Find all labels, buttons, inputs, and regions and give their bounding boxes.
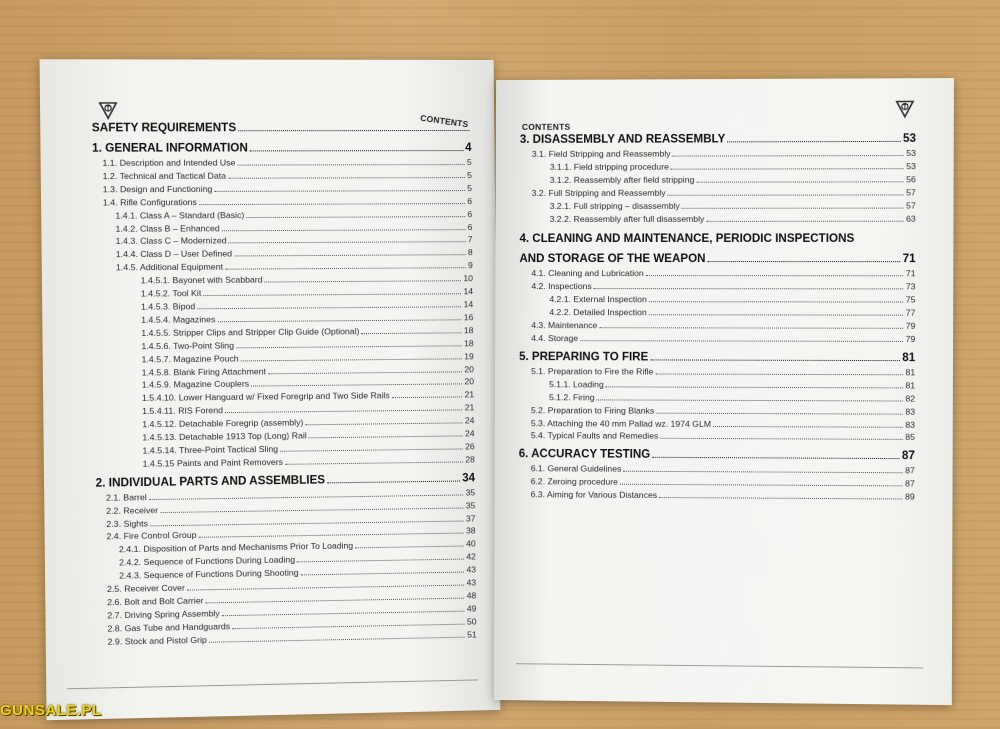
- dot-leader: [580, 340, 903, 342]
- dot-leader: [268, 371, 462, 374]
- toc-entry: [519, 349, 915, 366]
- toc-entry: [519, 306, 915, 320]
- toc-entry-title: 2.7. Driving Spring Assembly: [107, 608, 220, 621]
- toc-entry-title: 1.4.5.3. Bipod: [140, 301, 196, 312]
- left-page: [40, 59, 501, 720]
- dot-leader: [668, 194, 904, 195]
- contents-header: CONTENTS: [521, 121, 571, 132]
- toc-entry-title: 2.4. Fire Control Group: [106, 530, 197, 542]
- toc-entry-page: 21: [464, 389, 475, 400]
- dot-leader: [197, 306, 461, 309]
- dot-leader: [238, 164, 465, 166]
- toc-entry: [519, 251, 915, 267]
- toc-entry-title: 2.8. Gas Tube and Handguards: [107, 620, 231, 634]
- toc-entry-page: 5: [466, 157, 472, 168]
- toc-entry-page: 48: [466, 590, 477, 601]
- toc-entry-page: 16: [463, 312, 474, 323]
- toc-entry-title: 4.2. Inspections: [531, 281, 592, 292]
- toc-entry-title: 1.4. Rifle Configurations: [102, 196, 197, 208]
- dot-leader: [229, 242, 466, 244]
- dot-leader: [650, 359, 900, 361]
- dot-leader: [241, 358, 462, 361]
- toc-entry-title: 5. PREPARING TO FIRE: [519, 350, 649, 364]
- dot-leader: [646, 276, 904, 277]
- dot-leader: [309, 435, 463, 438]
- toc-entry-page: 50: [466, 616, 477, 627]
- toc-entry-title: 2.5. Receiver Cover: [106, 582, 185, 595]
- dot-leader: [280, 448, 463, 451]
- dot-leader: [234, 255, 466, 257]
- toc-entry-page: 5: [466, 169, 472, 180]
- right-page: [494, 78, 954, 705]
- dot-leader: [655, 373, 903, 375]
- dot-leader: [594, 288, 904, 289]
- toc-entry-title: 1.4.2. Class B – Enhanced: [115, 222, 220, 234]
- toc-entry-title: SAFETY REQUIREMENTS: [91, 122, 237, 135]
- contents-header: CONTENTS: [419, 112, 469, 130]
- toc-entry-title: 4.2.2. Detailed Inspection: [549, 307, 647, 318]
- toc-entry-title: 1.1. Description and Intended Use: [102, 157, 236, 168]
- toc-entry-title: 2. INDIVIDUAL PARTS AND ASSEMBLIES: [95, 474, 326, 490]
- dot-leader: [301, 572, 465, 576]
- toc-entry: [519, 430, 915, 445]
- dot-leader: [355, 546, 464, 549]
- toc-entry-page: 53: [906, 147, 916, 159]
- toc-entry-page: 24: [464, 415, 475, 426]
- toc-entry-page: 20: [464, 363, 474, 374]
- toc-entry-title: 5.3. Attaching the 40 mm Pallad wz. 1974 GLM: [530, 417, 712, 429]
- toc-entry-page: 71: [902, 253, 916, 266]
- dot-leader: [214, 190, 465, 192]
- toc-entry-page: 43: [466, 577, 477, 588]
- toc-entry-title: 2.6. Bolt and Bolt Carrier: [107, 595, 204, 608]
- toc-entry-title: 1.5.4.10. Lower Hanguard w/ Fixed Foregrip and Two Side Rails: [141, 390, 390, 404]
- toc-entry-page: 10: [463, 273, 473, 284]
- toc-entry-title: 6.2. Zeroing procedure: [530, 476, 618, 487]
- toc-entry-page: 87: [901, 450, 915, 463]
- toc-entry-title: 6.3. Aiming for Various Distances: [530, 489, 658, 501]
- toc-entry-title: 5.2. Preparation to Firing Blanks: [530, 404, 655, 416]
- toc-entry: [519, 365, 915, 379]
- footer-line: [516, 663, 923, 668]
- dot-leader: [222, 229, 466, 231]
- dot-leader: [246, 216, 465, 218]
- toc-entry-page: 14: [463, 299, 474, 310]
- toc-entry-page: 5: [467, 182, 472, 193]
- toc-entry-title: 1.4.5. Additional Equipment: [115, 261, 224, 273]
- toc-entry-page: 56: [906, 174, 916, 185]
- toc-entry-page: 51: [466, 629, 477, 640]
- dot-leader: [597, 399, 904, 401]
- toc-entry: [520, 147, 916, 161]
- toc-entry-page: 49: [466, 603, 477, 614]
- dot-leader: [199, 203, 465, 205]
- dot-leader: [228, 177, 465, 179]
- toc-entry-page: 53: [902, 132, 917, 145]
- toc-entry-page: 83: [905, 406, 916, 417]
- toc-entry-page: 81: [905, 367, 916, 378]
- toc-entry-title: 4.1. Cleaning and Lubrication: [531, 268, 644, 279]
- toc-entry-page: 9: [467, 260, 473, 271]
- toc-entry-page: 6: [467, 195, 473, 206]
- toc-entry-page: 79: [905, 320, 916, 331]
- toc-entry: [519, 231, 915, 247]
- toc-entry-page: 87: [905, 465, 915, 476]
- toc-entry-title: 2.1. Barrel: [105, 491, 147, 503]
- toc-entry: [520, 173, 916, 187]
- toc-entry-title: 1.4.5.4. Magazines: [141, 314, 216, 325]
- toc-entry-title: 3.1. Field Stripping and Reassembly: [531, 148, 671, 159]
- toc-entry-title: 4. CLEANING AND MAINTENANCE, PERIODIC INSPECTIONS: [519, 233, 855, 246]
- dot-leader: [199, 533, 464, 538]
- toc-entry-title: 3. DISASSEMBLY AND REASSEMBLY: [519, 133, 726, 146]
- dot-leader: [392, 397, 463, 399]
- toc-entry-title: 1.4.5.15 Paints and Paint Removers: [142, 456, 284, 469]
- toc-entry-page: 57: [906, 187, 916, 198]
- toc-entry-title: 1. GENERAL INFORMATION: [91, 142, 248, 155]
- toc-entry-page: 82: [905, 393, 916, 404]
- toc-entry-page: 73: [905, 281, 916, 292]
- toc-entry-title: 1.4.5.14. Three-Point Tactical Sling: [142, 443, 279, 456]
- dot-leader: [305, 423, 462, 426]
- toc-entry-page: 53: [906, 160, 916, 172]
- dot-leader: [623, 471, 903, 474]
- dot-leader: [599, 327, 903, 329]
- toc-entry-page: 18: [463, 324, 474, 336]
- dot-leader: [285, 461, 463, 464]
- dot-leader: [713, 425, 903, 427]
- dot-leader: [225, 410, 463, 414]
- toc-entry-title: 3.1.1. Field stripping procedure: [549, 161, 669, 172]
- toc-entry-title: 1.4.5.6. Two-Point Sling: [141, 339, 235, 351]
- toc-entry-page: 77: [905, 307, 916, 318]
- dot-leader: [606, 386, 904, 388]
- dot-leader: [265, 280, 462, 282]
- dot-leader: [217, 319, 461, 322]
- toc-entry-page: 81: [902, 351, 916, 365]
- toc-entry-title: 1.4.5.12. Detachable Foregrip (assembly): [142, 417, 304, 430]
- toc-entry-page: 6: [467, 208, 473, 219]
- toc-entry: [520, 131, 916, 148]
- toc-entry-page: 42: [466, 551, 476, 562]
- toc-entry-title: 2.4.1. Disposition of Parts and Mechanisms Prior To Loading: [118, 540, 354, 555]
- toc-entry-title: 5.1. Preparation to Fire the Rifle: [531, 365, 654, 377]
- toc-entry-title: 6.1. General Guidelines: [530, 463, 622, 475]
- toc-entry: [92, 140, 472, 157]
- toc-entry-page: 71: [905, 268, 916, 279]
- toc-entry: [520, 186, 916, 200]
- toc-entry-title: 5.4. Typical Faults and Remedies: [530, 430, 659, 442]
- toc-entry-title: 2.2. Receiver: [106, 504, 159, 516]
- toc-entry: [92, 169, 472, 183]
- toc-entry-page: 18: [463, 337, 474, 348]
- toc-entry-page: 21: [464, 402, 475, 413]
- dot-leader: [659, 497, 903, 500]
- toc-entry-page: 26: [465, 441, 475, 452]
- toc-entry-title: 1.4.5.8. Blank Firing Attachment: [141, 365, 267, 378]
- dot-leader: [671, 168, 904, 169]
- toc-entry-page: 81: [905, 380, 916, 391]
- toc-entry: [519, 267, 915, 280]
- toc-entry: [520, 212, 916, 225]
- toc-entry-page: 37: [465, 512, 476, 524]
- dot-leader: [708, 261, 901, 262]
- toc-entry-page: 14: [463, 286, 474, 297]
- toc-entry-title: 1.4.5.13. Detachable 1913 Top (Long) Rail: [142, 430, 307, 443]
- toc-entry-title: AND STORAGE OF THE WEAPON: [519, 253, 706, 266]
- toc-entry: [520, 199, 916, 212]
- dot-leader: [251, 384, 462, 387]
- toc-entry-title: 1.3. Design and Functioning: [102, 183, 213, 195]
- toc-entry: [519, 280, 915, 293]
- toc-entry-title: 3.2. Full Stripping and Reassembly: [531, 187, 666, 198]
- toc-entry-page: 43: [466, 564, 476, 575]
- dot-leader: [652, 457, 899, 459]
- toc-entry-title: 1.5.4.11. RIS Forend: [142, 405, 224, 417]
- toc-entry-page: 57: [905, 200, 916, 211]
- toc-entry: [519, 488, 915, 503]
- toc-entry: [519, 319, 915, 333]
- toc-entry-title: 1.4.5.1. Bayonet with Scabbard: [140, 274, 263, 286]
- toc-entry-page: 28: [465, 454, 475, 465]
- toc-entry-title: 1.2. Technical and Tactical Data: [102, 170, 227, 182]
- toc-entry-title: 1.4.5.5. Stripper Clips and Stripper Clip Guide (Optional): [141, 325, 360, 338]
- toc-entry-page: 63: [905, 213, 916, 224]
- toc-entry-page: 6: [467, 221, 473, 232]
- toc-entry-page: 34: [462, 472, 476, 485]
- dot-leader: [297, 559, 464, 563]
- toc-entry-title: 2.4.2. Sequence of Functions During Loading: [118, 554, 296, 568]
- toc-entry-page: 20: [464, 376, 475, 387]
- toc-entry-title: 5.1.1. Loading: [549, 378, 604, 390]
- toc-entry-page: 19: [464, 350, 474, 361]
- footer-line: [67, 679, 478, 689]
- toc-entry-title: 1.4.1. Class A – Standard (Basic): [115, 209, 245, 221]
- logo-icon: [895, 98, 915, 118]
- logo-icon: [98, 100, 119, 120]
- toc-entry-title: 1.4.5.9. Magazine Couplers: [141, 378, 250, 391]
- toc-entry-page: 85: [905, 432, 915, 443]
- dot-leader: [361, 332, 461, 334]
- toc-entry-title: 2.9. Stock and Pistol Grip: [107, 634, 207, 647]
- dot-leader: [656, 412, 903, 414]
- toc-entry: [520, 160, 916, 174]
- dot-leader: [250, 150, 463, 151]
- toc-entry-page: 75: [905, 294, 916, 305]
- toc-entry-page: 40: [466, 538, 476, 549]
- left-toc: [92, 120, 477, 649]
- dot-leader: [649, 301, 904, 302]
- toc-entry-title: 1.4.3. Class C – Modernized: [115, 235, 227, 247]
- toc-entry-title: 3.2.2. Reassembly after full disassembly: [549, 213, 705, 224]
- toc-entry-page: 35: [465, 487, 476, 498]
- dot-leader: [620, 484, 903, 487]
- toc-entry: [519, 332, 915, 346]
- dot-leader: [327, 480, 460, 483]
- dot-leader: [696, 181, 904, 182]
- toc-entry-title: 5.1.2. Firing: [548, 391, 595, 403]
- toc-entry-title: 1.4.4. Class D – User Defined: [115, 248, 233, 260]
- dot-leader: [225, 267, 466, 269]
- toc-entry-title: 1.4.5.7. Magazine Pouch: [141, 352, 239, 364]
- toc-entry-title: 2.3. Sights: [106, 517, 149, 529]
- toc-entry-page: 38: [465, 525, 476, 536]
- dot-leader: [660, 438, 903, 440]
- dot-leader: [236, 345, 462, 348]
- dot-leader: [209, 636, 465, 642]
- toc-entry-page: 83: [905, 419, 916, 430]
- dot-leader: [203, 293, 461, 296]
- toc-entry: [519, 293, 915, 306]
- dot-leader: [673, 155, 905, 157]
- toc-entry: [92, 156, 472, 170]
- toc-entry-title: 6. ACCURACY TESTING: [518, 448, 651, 462]
- toc-entry-page: 89: [904, 491, 915, 502]
- toc-entry-title: 4.2.1. External Inspection: [549, 294, 647, 305]
- toc-entry-page: 79: [905, 333, 916, 344]
- toc-entry: [92, 182, 472, 196]
- toc-entry-title: 3.2.1. Full stripping – disassembly: [549, 200, 680, 211]
- toc-entry-title: 3.1.2. Reassembly after field stripping: [549, 174, 695, 185]
- dot-leader: [727, 141, 901, 142]
- toc-entry-title: 2.4.3. Sequence of Functions During Shooting: [119, 567, 299, 581]
- right-toc: [519, 131, 916, 504]
- dot-leader: [706, 220, 904, 221]
- toc-entry-page: 24: [464, 428, 475, 439]
- toc-entry-title: 4.4. Storage: [531, 333, 579, 344]
- toc-entry-title: 4.3. Maintenance: [531, 320, 598, 331]
- dot-leader: [649, 314, 904, 315]
- toc-entry-page: 7: [467, 234, 473, 245]
- toc-entry-title: 1.4.5.2. Tool Kit: [140, 288, 202, 299]
- toc-entry-page: 8: [467, 247, 473, 258]
- toc-entry-page: 87: [905, 478, 915, 489]
- toc-entry-page: 35: [465, 499, 476, 511]
- dot-leader: [238, 130, 469, 131]
- watermark: GUNSALE.PL: [0, 702, 102, 719]
- toc-entry-page: 4: [465, 142, 472, 155]
- toc-entry: [92, 120, 472, 136]
- dot-leader: [682, 207, 904, 208]
